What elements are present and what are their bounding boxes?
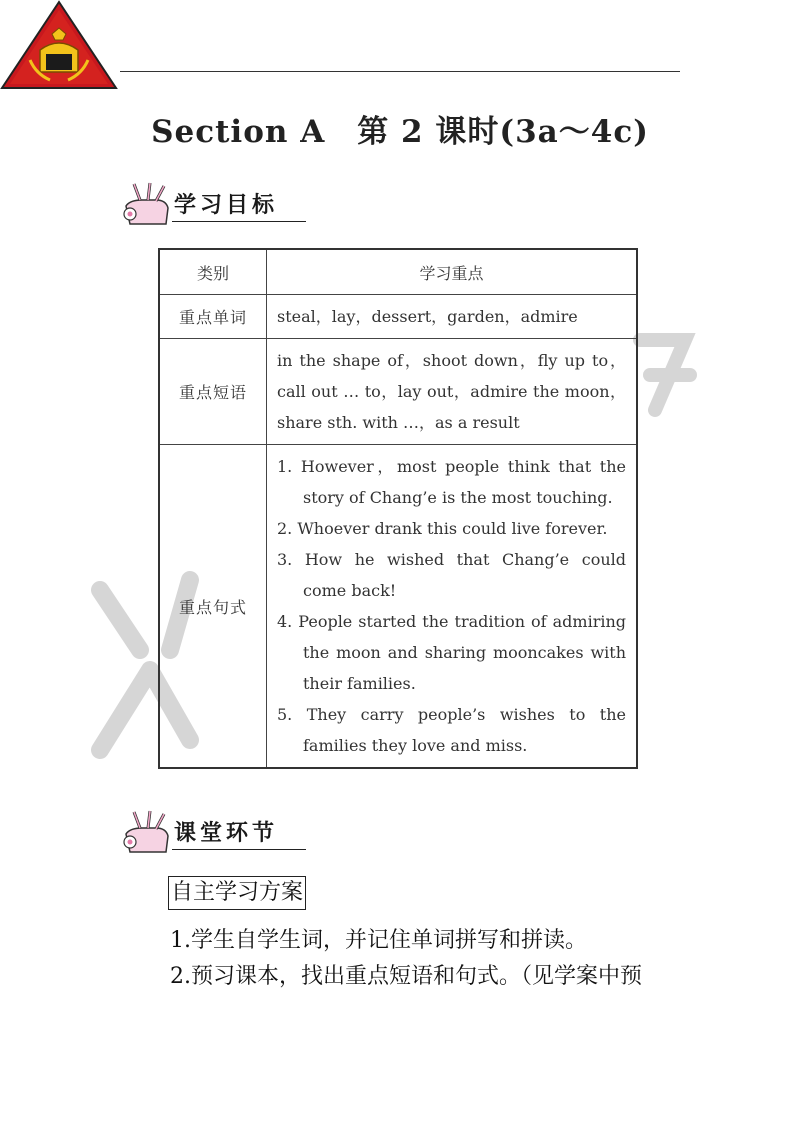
row-content: in the shape of，shoot down，fly up to，call out … to，lay out，admire the moon，share sth. with …，as a result: [267, 339, 638, 445]
row-content: [267, 445, 638, 769]
goals-section-heading: [116, 180, 316, 230]
row-content: steal，lay，dessert，garden，admire: [267, 295, 638, 339]
table-header-row: [159, 249, 637, 295]
publisher-logo: [0, 0, 118, 92]
classroom-section-heading: [116, 808, 316, 858]
header-rule: [120, 71, 680, 72]
header-category: 类别: [159, 249, 267, 295]
table-row: [159, 295, 637, 339]
key-sentence: 5. They carry people’s wishes to the families they love and miss.: [277, 705, 626, 755]
watermark-right: [630, 320, 700, 430]
key-sentence: 2. Whoever drank this could live forever.: [277, 519, 608, 538]
goals-section-label: 学习目标: [174, 193, 279, 218]
study-goals-table: [158, 248, 638, 769]
pencil-cup-icon: [116, 180, 174, 228]
row-category: 重点句式: [159, 445, 267, 769]
classroom-heading-underline: [172, 849, 306, 850]
row-category: 重点短语: [159, 339, 267, 445]
table-row: [159, 339, 637, 445]
key-sentence: 3. How he wished that Chang’e could come back!: [277, 550, 626, 600]
page-title: Section A 第 2 课时(3a～4c): [151, 114, 649, 150]
self-study-plan-title: 自主学习方案: [168, 876, 306, 910]
pencil-cup-icon: [116, 808, 174, 856]
table-row: [159, 445, 637, 769]
classroom-section-label: 课堂环节: [174, 821, 279, 846]
plan-step: 1.学生自学生词，并记住单词拼写和拼读。: [170, 928, 587, 953]
key-sentence: 4. People started the tradition of admiring the moon and sharing mooncakes with their families.: [277, 612, 626, 693]
row-category: 重点单词: [159, 295, 267, 339]
header-key-points: 学习重点: [267, 249, 638, 295]
plan-step: 2.预习课本，找出重点短语和句式。（见学案中预: [170, 964, 642, 989]
key-sentence: 1. However，most people think that the story of Chang’e is the most touching.: [277, 457, 626, 507]
goals-heading-underline: [172, 221, 306, 222]
